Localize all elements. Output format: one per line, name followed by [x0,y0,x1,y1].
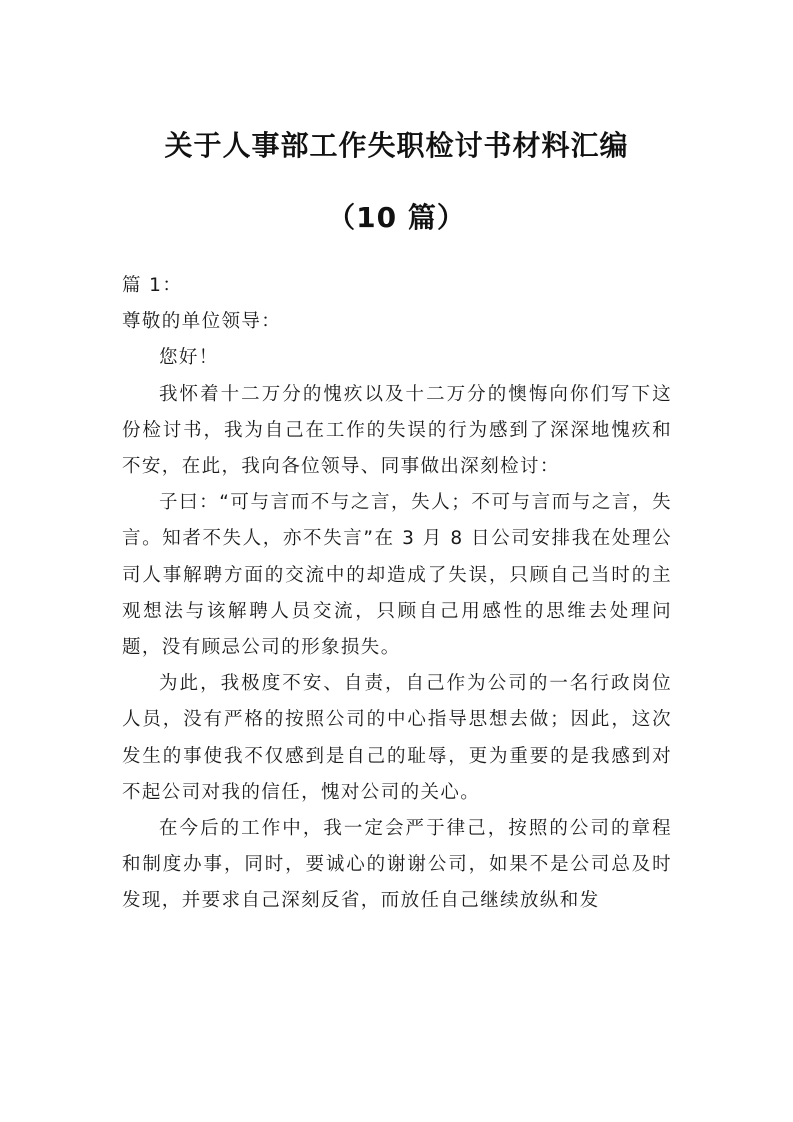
section-label: 篇 1： [122,275,183,296]
document-body [122,268,672,920]
document-title: 关于人事部工作失职检讨书材料汇编 [164,129,629,162]
paragraph-2: 子曰：“可与言而不与之言，失人；不可与言而与之言，失言。知者不失人，亦不失言”在 3 月 8 日公司安排我在处理公司人事解聘方面的交流中的却造成了失误，只顾自己当时的主观想法与该解聘人员交流，只顾自己用感性的思维去处理问题，没有顾忌公司的形象损失。 [122,492,672,659]
paragraph-1: 我怀着十二万分的愧疚以及十二万分的懊悔向你们写下这份检讨书，我为自己在工作的失误的行为感到了深深地愧疚和不安，在此，我向各位领导、同事做出深刻检讨： [122,383,672,478]
salutation: 尊敬的单位领导： [122,311,282,333]
paragraph-3: 为此，我极度不安、自责，自己作为公司的一名行政岗位人员，没有严格的按照公司的中心指导思想去做；因此，这次发生的事使我不仅感到是自己的耻辱，更为重要的是我感到对不起公司对我的信任，愧对公司的关心。 [122,673,672,803]
greeting: 您好！ [159,347,219,369]
document-subtitle: （10 篇） [327,201,466,234]
paragraph-4: 在今后的工作中，我一定会严于律己，按照的公司的章程和制度办事，同时，要诚心的谢谢公司，如果不是公司总及时发现，并要求自己深刻反省，而放任自己继续放纵和发 [122,818,672,912]
